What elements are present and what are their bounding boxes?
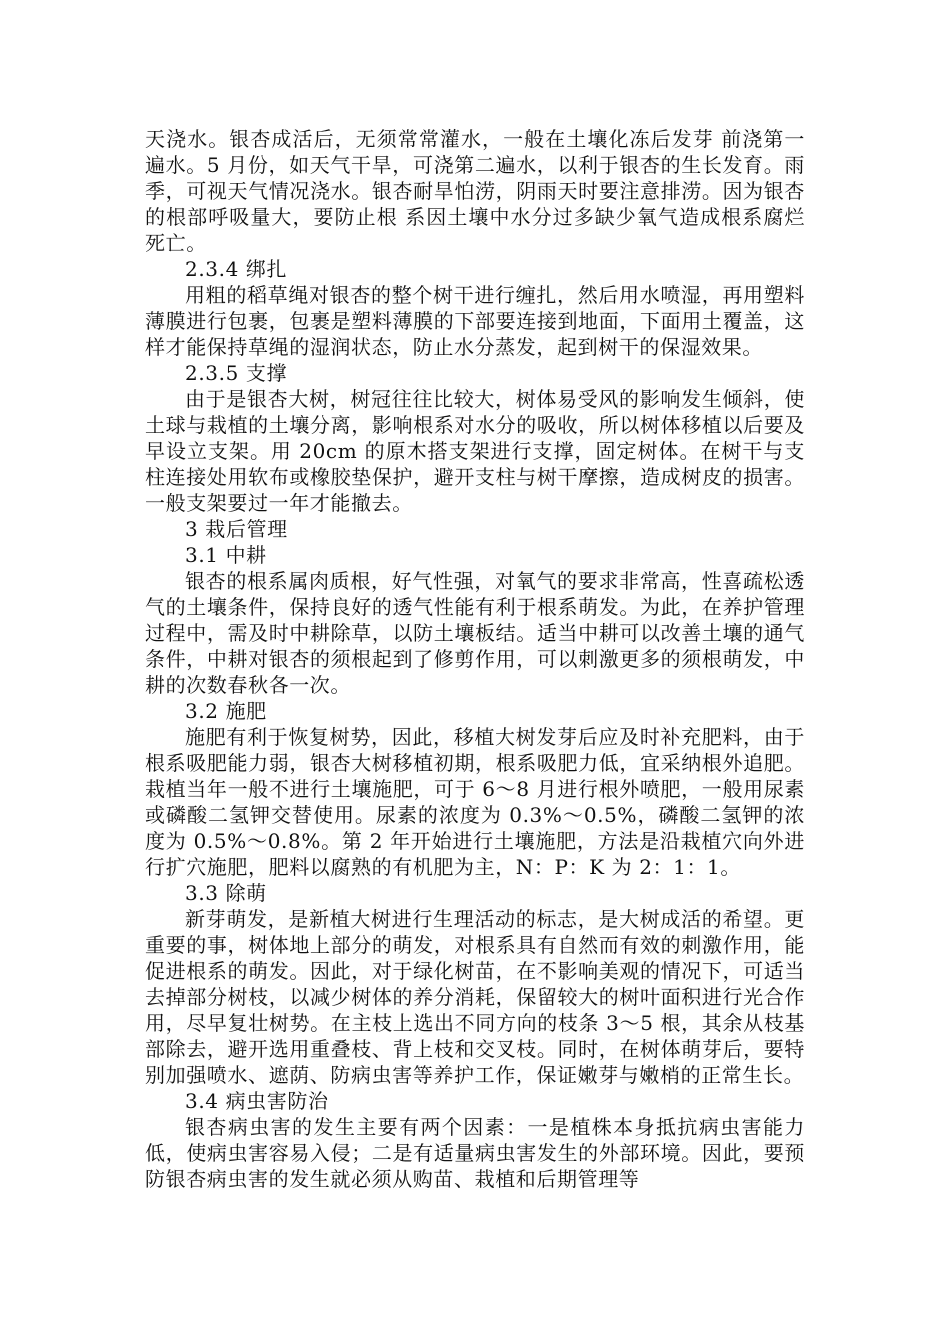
heading-2-3-5: 2.3.5 支撑 xyxy=(185,361,288,385)
paragraph-binding: 用粗的稻草绳对银杏的整个树干进行缠扎，然后用水喷湿，再用塑料薄膜进行包裹，包裹是塑料薄膜的下部要连接到地面，下面用土覆盖，这样才能保持草绳的湿润状态，防止水分蒸发，起到树干的保湿效果。 xyxy=(145,283,805,359)
paragraph-fertilization: 施肥有利于恢复树势，因此，移植大树发芽后应及时补充肥料，由于根系吸肥能力弱，银杏大树移植初期，根系吸肥力低，宜采纳根外追肥。栽植当年一般不进行土壤施肥，可于 6～8 月进行根外喷肥，一般用尿素或磷酸二氢钾交替使用。尿素的浓度为 0.3%～0.5%，磷酸二氢钾的浓度为 0.5%～0.8%。第 2 年开始进行土壤施肥，方法是沿栽植穴向外进行扩穴施肥，肥料以腐熟的有机肥为主，N：P：K 为 2：1：1。 xyxy=(145,725,805,879)
paragraph-support: 由于是银杏大树，树冠往往比较大，树体易受风的影响发生倾斜，使土球与栽植的土壤分离，影响根系对水分的吸收，所以树体移植以后要及早设立支架。用 20cm 的原木搭支架进行支撑，固定树体。在树干与支柱连接处用软布或橡胶垫保护，避开支柱与树干摩擦，造成树皮的损害。一般支架要过一年才能撤去。 xyxy=(145,387,805,515)
heading-2-3-4: 2.3.4 绑扎 xyxy=(185,257,288,281)
heading-3-2: 3.2 施肥 xyxy=(185,699,267,723)
heading-3-4: 3.4 病虫害防治 xyxy=(185,1089,329,1113)
paragraph-sprout-removal: 新芽萌发，是新植大树进行生理活动的标志，是大树成活的希望。更重要的事，树体地上部分的萌发，对根系具有自然而有效的刺激作用，能促进根系的萌发。因此，对于绿化树苗，在不影响美观的情况下，可适当去掉部分树枝，以减少树体的养分消耗，保留较大的树叶面积进行光合作用，尽早复壮树势。在主枝上选出不同方向的枝条 3～5 根，其余从枝基部除去，避开选用重叠枝、背上枝和交叉枝。同时，在树体萌芽后，要特别加强喷水、遮荫、防病虫害等养护工作，保证嫩芽与嫩梢的正常生长。 xyxy=(145,907,805,1087)
heading-3-3: 3.3 除萌 xyxy=(185,881,267,905)
heading-3: 3 栽后管理 xyxy=(185,517,288,541)
paragraph-cultivation: 银杏的根系属肉质根，好气性强，对氧气的要求非常高，性喜疏松透气的土壤条件，保持良好的透气性能有利于根系萌发。为此，在养护管理过程中，需及时中耕除草，以防土壤板结。适当中耕可以改善土壤的通气条件，中耕对银杏的须根起到了修剪作用，可以刺激更多的须根萌发，中耕的次数春秋各一次。 xyxy=(145,569,805,697)
document-body xyxy=(145,126,805,1192)
paragraph-pest-control: 银杏病虫害的发生主要有两个因素：一是植株本身抵抗病虫害能力低，使病虫害容易入侵；二是有适量病虫害发生的外部环境。因此，要预防银杏病虫害的发生就必须从购苗、栽植和后期管理等 xyxy=(145,1115,805,1191)
paragraph-watering: 天浇水。银杏成活后，无须常常灌水，一般在土壤化冻后发芽 前浇第一遍水。5 月份，如天气干旱，可浇第二遍水，以利于银杏的生长发育。雨季，可视天气情况浇水。银杏耐旱怕涝，阴雨天时要注意排涝。因为银杏的根部呼吸量大，要防止根 系因土壤中水分过多缺少氧气造成根系腐烂死亡。 xyxy=(145,127,805,255)
heading-3-1: 3.1 中耕 xyxy=(185,543,267,567)
